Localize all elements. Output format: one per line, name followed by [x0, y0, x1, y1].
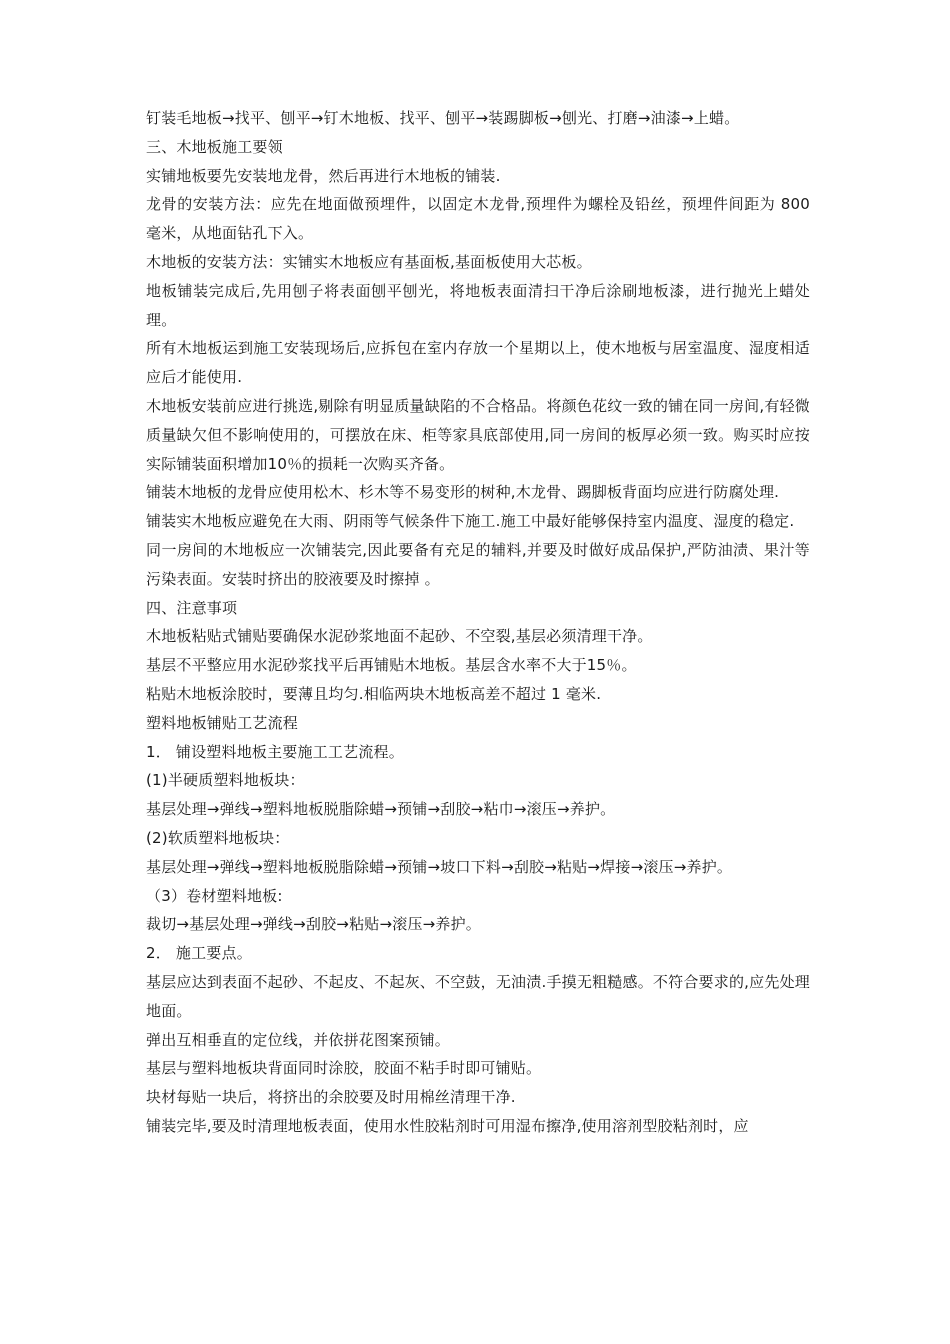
paragraph: 基层应达到表面不起砂、不起皮、不起灰、不空鼓，无油渍.手摸无粗糙感。不符合要求的,应先处理地面。: [146, 972, 810, 1020]
section-heading: 四、注意事项: [146, 598, 238, 617]
paragraph: 木地板安装前应进行挑选,剔除有明显质量缺陷的不合格品。将颜色花纹一致的铺在同一房间,有轻微质量缺欠但不影响使用的，可摆放在床、柜等家具底部使用,同一房间的板厚必须一致。购买时应按实际铺装面积增加10％的损耗一次购买齐备。: [146, 396, 810, 473]
paragraph: 铺装实木地板应避免在大雨、阴雨等气候条件下施工.施工中最好能够保持室内温度、湿度的稳定.: [146, 512, 795, 531]
paragraph: 铺装完毕,要及时清理地板表面，使用水性胶粘剂时可用湿布擦净,使用溶剂型胶粘剂时，应: [146, 1116, 749, 1135]
paragraph: 木地板的安装方法：实铺实木地板应有基面板,基面板使用大芯板。: [146, 252, 592, 271]
paragraph: 粘贴木地板涂胶时，要薄且均匀.相临两块木地板高差不超过 1 毫米.: [146, 684, 602, 703]
paragraph: 所有木地板运到施工安装现场后,应拆包在室内存放一个星期以上，使木地板与居室温度、湿度相适应后才能使用.: [146, 339, 810, 387]
sub-item: (2)软质塑料地板块：: [146, 828, 290, 847]
section-heading: 三、木地板施工要领: [146, 137, 283, 156]
paragraph: 基层与塑料地板块背面同时涂胶，胶面不粘手时即可铺贴。: [146, 1059, 542, 1078]
numbered-item: 1． 铺设塑料地板主要施工工艺流程。: [146, 742, 404, 761]
paragraph: 实铺地板要先安装地龙骨，然后再进行木地板的铺装.: [146, 166, 501, 185]
paragraph: 地板铺装完成后,先用刨子将表面刨平刨光，将地板表面清扫干净后涂刷地板漆，进行抛光上蜡处理。: [146, 281, 810, 329]
paragraph: 基层处理→弹线→塑料地板脱脂除蜡→预铺→刮胶→粘巾→滚压→养护。: [146, 800, 616, 819]
paragraph: 木地板粘贴式铺贴要确保水泥砂浆地面不起砂、不空裂,基层必须清理干净。: [146, 627, 653, 646]
paragraph: 裁切→基层处理→弹线→刮胶→粘贴→滚压→养护。: [146, 915, 482, 934]
paragraph: 基层不平整应用水泥砂浆找平后再铺贴木地板。基层含水率不大于15％。: [146, 656, 637, 675]
paragraph: 弹出互相垂直的定位线，并依拼花图案预铺。: [146, 1030, 451, 1049]
paragraph: 基层处理→弹线→塑料地板脱脂除蜡→预铺→坡口下料→刮胶→粘贴→焊接→滚压→养护。: [146, 857, 733, 876]
paragraph: 铺装木地板的龙骨应使用松木、杉木等不易变形的树种,木龙骨、踢脚板背面均应进行防腐处理.: [146, 483, 780, 502]
paragraph: 同一房间的木地板应一次铺装完,因此要备有充足的辅料,并要及时做好成品保护,严防油渍、果汁等污染表面。安装时挤出的胶液要及时擦掉 。: [146, 540, 810, 588]
sub-item: （3）卷材塑料地板:: [146, 886, 283, 905]
numbered-item: 2． 施工要点。: [146, 944, 252, 963]
document-body: [146, 104, 810, 1141]
sub-item: (1)半硬质塑料地板块：: [146, 771, 305, 790]
paragraph: 块材每贴一块后，将挤出的余胶要及时用棉丝清理干净.: [146, 1088, 516, 1107]
paragraph: 龙骨的安装方法：应先在地面做预埋件，以固定木龙骨,预埋件为螺栓及铅丝，预埋件间距为 800 毫米，从地面钻孔下入。: [146, 195, 810, 243]
section-heading: 塑料地板铺贴工艺流程: [146, 713, 299, 732]
paragraph: 钉装毛地板→找平、刨平→钉木地板、找平、刨平→装踢脚板→刨光、打磨→油漆→上蜡。: [146, 109, 740, 127]
